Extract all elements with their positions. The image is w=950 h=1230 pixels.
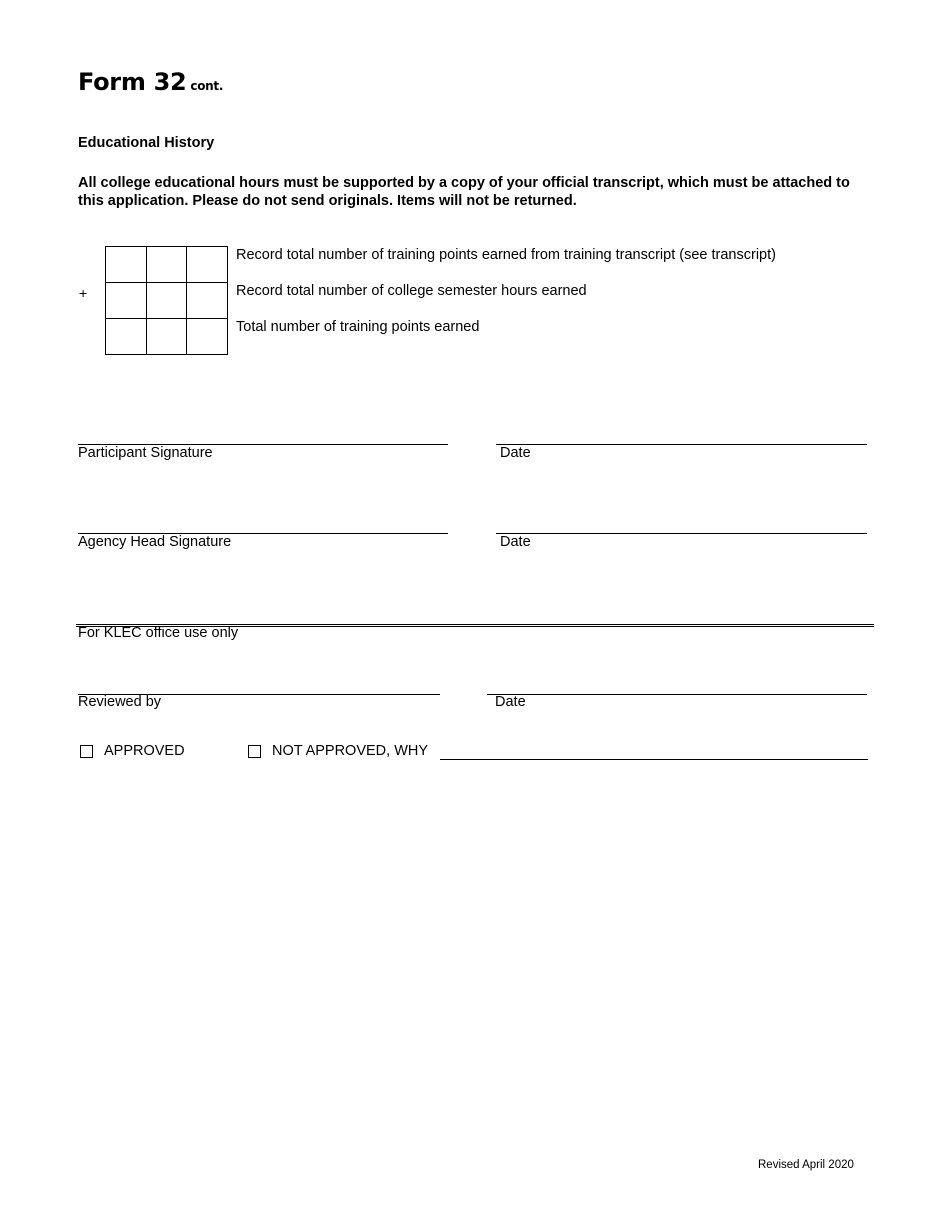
not-approved-checkbox[interactable] xyxy=(248,745,261,758)
form-title-text: Form 32 xyxy=(78,68,187,96)
semester-hours-digit-3[interactable] xyxy=(187,283,227,318)
training-points-digit-2[interactable] xyxy=(147,247,186,282)
training-points-digit-3[interactable] xyxy=(187,247,227,282)
semester-hours-label: Record total number of college semester hours earned xyxy=(236,283,587,299)
office-use-heading: For KLEC office use only xyxy=(78,625,239,641)
participant-signature-label: Participant Signature xyxy=(78,445,213,461)
review-date-label: Date xyxy=(495,694,526,710)
review-date-line[interactable] xyxy=(487,694,867,695)
agency-head-signature-label: Agency Head Signature xyxy=(78,534,232,550)
reviewed-by-label: Reviewed by xyxy=(78,694,162,710)
not-approved-label: NOT APPROVED, WHY xyxy=(272,743,429,759)
not-approved-reason-line[interactable] xyxy=(440,759,868,760)
form-title xyxy=(78,68,223,96)
total-points-digit-3[interactable] xyxy=(187,319,227,354)
total-points-digit-2[interactable] xyxy=(147,319,186,354)
semester-hours-digit-2[interactable] xyxy=(147,283,186,318)
training-points-label: Record total number of training points earned from training transcript (see transcript) xyxy=(236,247,776,263)
revision-note: Revised April 2020 xyxy=(758,1159,854,1171)
participant-date-label: Date xyxy=(500,445,531,461)
semester-hours-digit-1[interactable] xyxy=(106,283,146,318)
section-title: Educational History xyxy=(78,135,215,151)
approved-checkbox[interactable] xyxy=(80,745,93,758)
training-points-digit-1[interactable] xyxy=(106,247,146,282)
agency-head-date-label: Date xyxy=(500,534,531,550)
form-title-suffix: cont. xyxy=(190,79,224,93)
plus-operator: + xyxy=(79,285,88,301)
total-points-digit-1[interactable] xyxy=(106,319,146,354)
total-points-label: Total number of training points earned xyxy=(236,319,480,335)
participant-date-line[interactable] xyxy=(496,444,867,445)
agency-head-date-line[interactable] xyxy=(496,533,867,534)
points-grid xyxy=(105,246,228,355)
approved-label: APPROVED xyxy=(104,743,185,759)
transcript-notice: All college educational hours must be supported by a copy of your official transcript, which must be attached to this application. Please do not send originals. Items will not be returned. xyxy=(78,175,850,209)
